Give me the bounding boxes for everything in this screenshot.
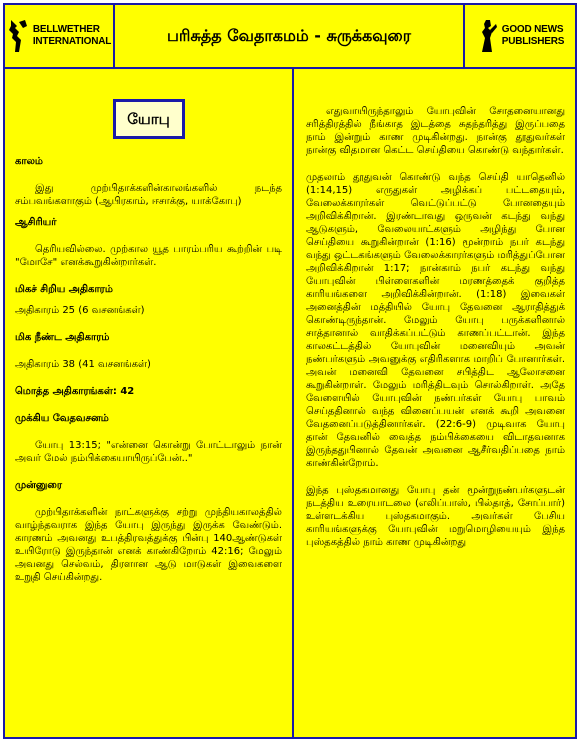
period-heading: காலம் [15, 156, 43, 167]
author-heading: ஆசிரியர் [15, 217, 57, 228]
longest-chapter-text: அதிகாரம் 38 (41 வசனங்கள்) [15, 359, 151, 370]
header-bar [5, 5, 575, 69]
good-news-figure-icon [476, 18, 498, 54]
page [3, 3, 577, 739]
page-title: பரிசுத்த வேதாகமம் - சுருக்கவுரை [115, 5, 465, 67]
introduction-text: முற்பிதாக்களின் நாட்களுக்கு சற்று முந்தியகாலத்தில் வாழ்ந்தவராக இந்த யோபு இருந்து இருக்க வேண்டும். காரணம் அவனது உபத்திரவத்துக்கு பின்பு 140ஆண்டுகள் உயிரோடு இருந்தான் எனக் காண்கிறோம் 42:16; மேலும் அவனது செல்வம், திரளான ஆடு மாடுகள் இவைகளை உறுதி செய்கின்றது. [15, 507, 282, 583]
bellwether-logo [5, 5, 115, 67]
total-chapters: மொத்த அதிகாரங்கள்: 42 [15, 386, 135, 397]
good-news-logo-line2: PUBLISHERS [501, 36, 565, 47]
right-paragraph-3: இந்த புஸ்தகமானது யோபு தன் மூன்றுநண்பர்களுடன் நடத்திய உரையாடலை (எலிப்பாஸ், பில்தாத், சோப்பார்) உள்ளடக்கிய புஸ்தகமாகும். அவர்கள் பேசிய காரியங்களுக்கு யோபுவின் மறுமொழியையும் இந்த புஸ்தகத்தில் நாம் காண முடிகின்றது [306, 485, 565, 548]
good-news-logo [465, 5, 575, 67]
key-verse-heading: முக்கிய வேதவசனம் [15, 413, 109, 424]
shortest-chapter-text: அதிகாரம் 25 (6 வசனங்கள்) [15, 305, 145, 316]
bellwether-sheep-icon [7, 18, 29, 54]
introduction-heading: முன்னுரை [15, 480, 63, 491]
longest-chapter-heading: மிக நீண்ட அதிகாரம் [15, 332, 110, 343]
book-name: யோபு [127, 109, 170, 128]
right-paragraph-1: எதுவாயிருந்தாலும் யோபுவின் சோதனையானது சரித்திரத்தில் நீங்காத இடத்தை சுதந்தரித்து இருப்பதை நாம் இன்றும் காண முடிகின்றது. நான்கு தூதுவர்கள் நான்கு விதமான கெட்ட செய்தியை கொண்டு வந்தார்கள். [306, 106, 565, 156]
good-news-logo-line1: GOOD NEWS [501, 24, 564, 35]
bellwether-logo-line2: INTERNATIONAL [32, 36, 112, 47]
shortest-chapter-heading: மிகச் சிறிய அதிகாரம் [15, 284, 113, 295]
right-paragraph-2: முதலாம் தூதுவன் கொண்டு வந்த செய்தி யாதெனில் (1:14,15) எருதுகள் அழிக்கப் பட்டதையும், வேலைக்காரர்கள் வெட்டுப்பட்டு போனதையும் அறிவிக்கிறான். இரண்டாவது ஒருவன் கடந்து வந்து ஆடுகளும், வேலையாட்களும் அழிந்து போன செய்தியை கூறுகின்றான் (1:16) மூன்றாம் நபர் கடந்து வந்து ஒட்டகங்களும் வேலைக்காரர்களும் மரித்துப்போன அறிவிக்கிறான் 1:17; நான்காம் நபர் கடந்து வந்து யோபுவின் பிள்ளைகளின் மரணத்தைக் குறித்த காரியங்களை அறிவிக்கின்றான். (1:18) இவைகள் அனைத்தின் மத்தியில் யோபு தேவனை ஆராதித்துக் கொண்டிருந்தான். மேலும் யோபு பருக்களினால் சாத்தானால் வாதிக்கப்பட்டும் காணப்பட்டான். இந்த காலகட்டத்தில் யோபுவின் மனைவியும் அவன் நண்பர்களும் அவனுக்கு எதிரிகளாக மாறிப் போனார்கள். அவன் மனைவி தேவனை சபித்திட ஆலோசனை கூறுகின்றாள். மேலும் மரித்திடவும் சொல்கிறாள். அதே வேளையில் யோபுவின் நண்பர்கள் யோபு பாவம் செய்ததினால் வந்த வினைப்பயன் எனக் கூறி அவனை வேதனைப்படுத்தினார்கள். (22:6-9) முடிவாக யோபு தான் தேவனில் வைத்த நம்பிக்கையை விடாதவனாக இருந்ததுபினால் தேவன் அவனை ஆசீர்வதிப்பதை நாம் காண்கின்றோம். [306, 172, 565, 469]
author-text: தெரியவில்லை. முற்கால யூத பாரம்பரிய கூற்றின் படி "மோசே" எனக்கூறுகின்றார்கள். [15, 244, 282, 268]
left-column [5, 69, 292, 584]
key-verse-text: யோபு 13:15; "என்னை கொன்று போட்டாலும் நான் அவர் மேல் நம்பிக்கையாயிருப்பேன்.." [15, 440, 282, 464]
book-name-box [113, 99, 185, 139]
right-column [294, 69, 575, 549]
period-text: இது முற்பிதாக்களின்காலங்களில் நடந்த சம்பவங்களாகும் (ஆபிரகாம், ஈசாக்கு, யாக்கோபு) [15, 183, 282, 207]
bellwether-logo-line1: BELLWETHER [32, 24, 100, 35]
